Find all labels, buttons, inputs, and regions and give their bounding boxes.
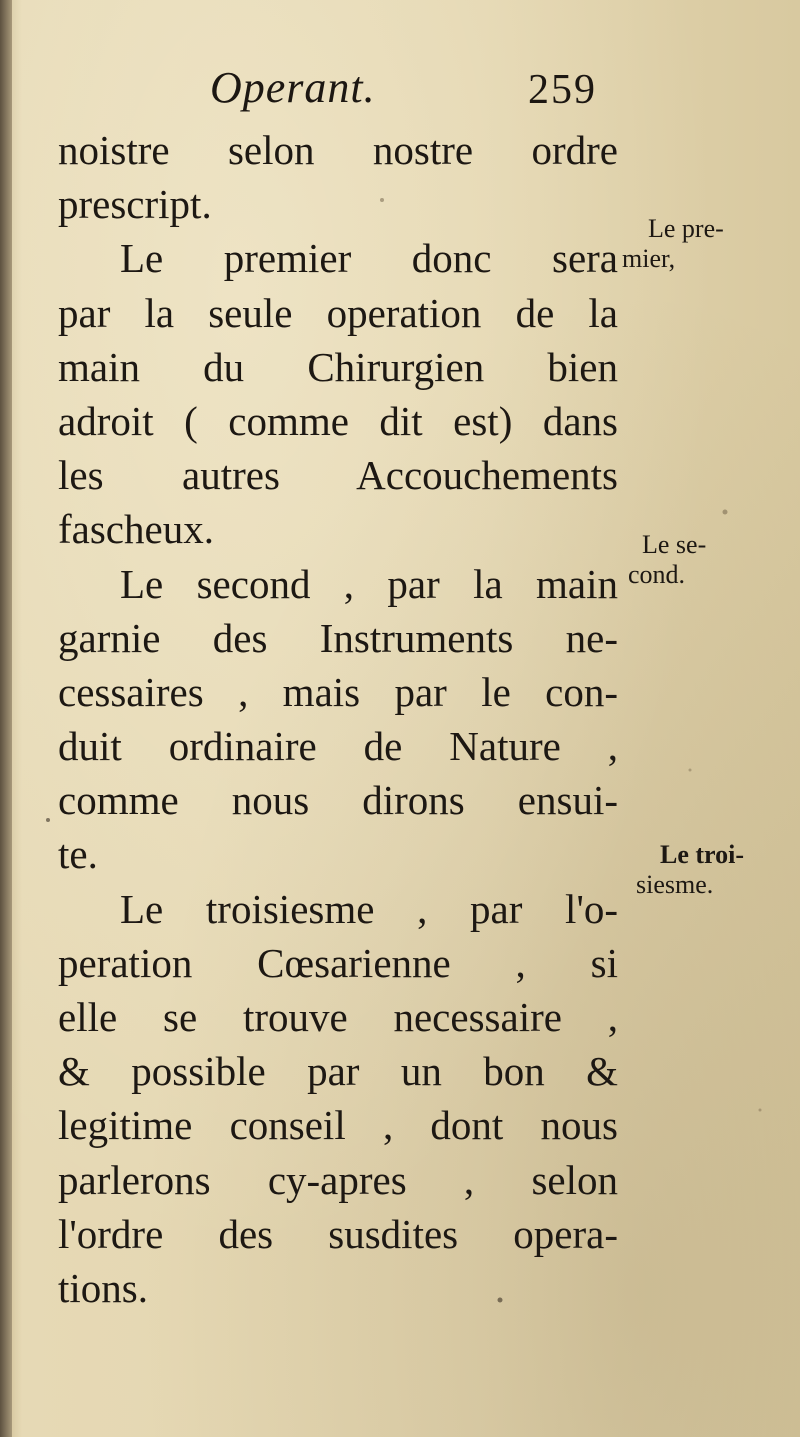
text-line: l'ordre des susdites opera- xyxy=(58,1210,618,1257)
text-line: comme nous dirons ensui- xyxy=(58,777,618,824)
margin-note-second xyxy=(628,530,706,590)
margin-note-premier xyxy=(622,214,724,274)
main-text xyxy=(58,123,618,1315)
text-line: main du Chirurgien bien xyxy=(58,343,618,390)
margin-note-line: siesme. xyxy=(636,870,714,899)
text-line: adroit ( comme dit est) dans xyxy=(58,397,618,444)
margin-note-line: Le se- xyxy=(642,530,707,559)
text-line: parlerons cy-apres , selon xyxy=(58,1156,618,1203)
margin-note-line: cond. xyxy=(628,560,686,589)
text-line: Le troisiesme , par l'o- xyxy=(120,885,618,932)
text-line: prescript. xyxy=(58,181,212,228)
text-line: tions. xyxy=(58,1264,148,1311)
text-line: cessaires , mais par le con- xyxy=(58,668,618,715)
text-line: elle se trouve necessaire , xyxy=(58,994,618,1040)
text-line: fascheux. xyxy=(58,506,214,553)
text-line: duit ordinaire de Nature , xyxy=(58,723,618,770)
page-gutter-edge xyxy=(0,0,12,1437)
text-line: noistre selon nostre ordre xyxy=(58,127,618,173)
text-line: te. xyxy=(58,831,98,878)
margin-note-line: mier, xyxy=(622,244,676,273)
text-line: legitime conseil , dont nous xyxy=(58,1102,618,1149)
margin-note-line: Le troi- xyxy=(660,840,744,869)
margin-note-line: Le pre- xyxy=(648,214,724,243)
text-line: peration Cœsarienne , si xyxy=(58,939,618,986)
text-line: garnie des Instruments ne- xyxy=(58,614,618,661)
page-header xyxy=(0,62,800,122)
text-line: & possible par un bon & xyxy=(58,1048,618,1095)
page-number: 259 xyxy=(528,67,597,113)
text-line: Le second , par la main xyxy=(120,560,618,607)
text-line: les autres Accouchements xyxy=(58,452,618,499)
running-head: Operant. xyxy=(210,63,376,112)
margin-note-troisiesme xyxy=(636,840,744,900)
text-line: par la seule operation de la xyxy=(58,289,618,336)
text-line: Le premier donc sera xyxy=(120,235,618,282)
